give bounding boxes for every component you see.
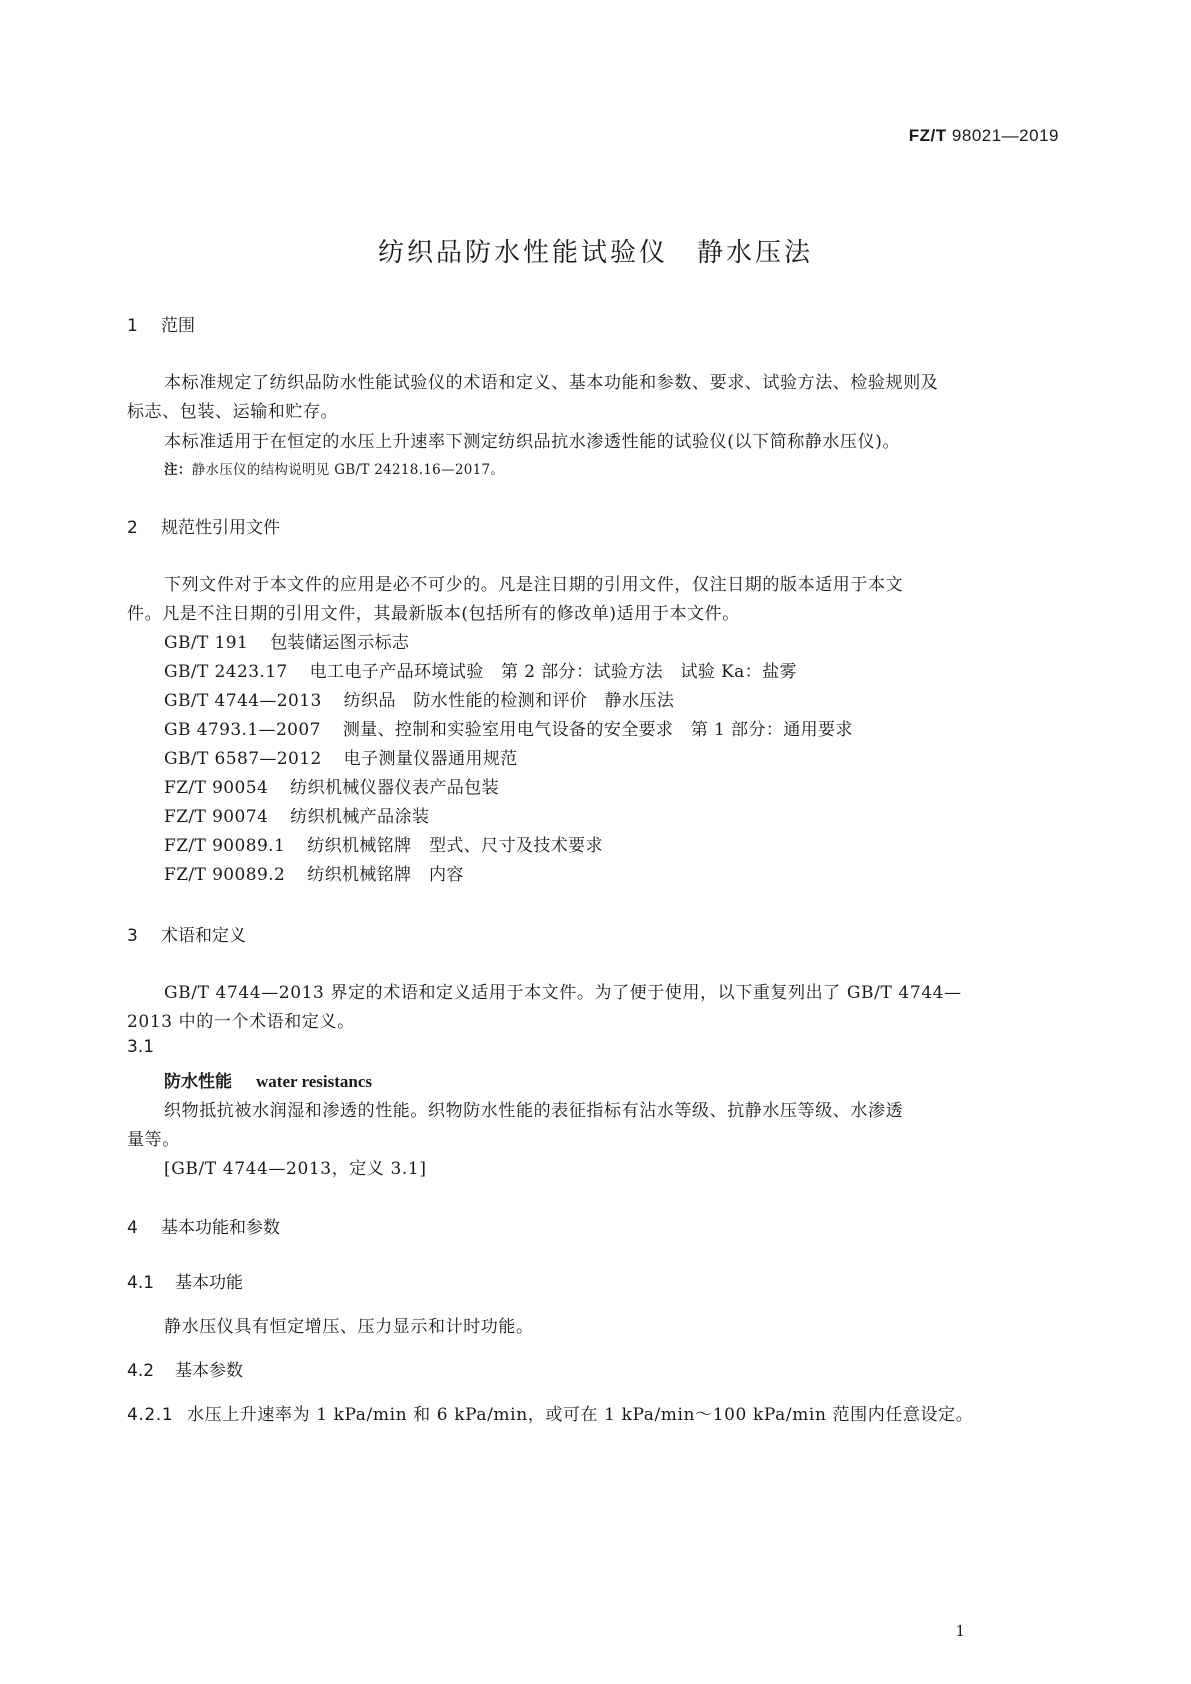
reference-code: GB/T 2423.17	[164, 662, 288, 682]
section-number: 3	[127, 926, 138, 946]
page-number: 1	[955, 1622, 965, 1640]
s3-paragraph-line-1: GB/T 4744—2013 界定的术语和定义适用于本文件。为了便于使用，以下重复列出了 GB/T 4744—	[164, 983, 962, 1003]
reference-item	[164, 715, 853, 740]
reference-title: 纺织品 防水性能的检测和评价 静水压法	[343, 691, 675, 711]
reference-item	[164, 744, 518, 769]
s3-paragraph-line-2: 2013 中的一个术语和定义。	[127, 1012, 355, 1032]
s1-paragraph-2: 本标准适用于在恒定的水压上升速率下测定纺织品抗水渗透性能的试验仪(以下简称静水压仪)。	[164, 432, 901, 452]
reference-title: 电工电子产品环境试验 第 2 部分：试验方法 试验 Ka：盐雾	[309, 662, 797, 682]
term-chinese: 防水性能	[164, 1072, 232, 1092]
section-title: 基本功能和参数	[161, 1218, 280, 1238]
section-title: 范围	[161, 316, 195, 336]
standard-prefix: FZ/T	[908, 126, 947, 145]
reference-title: 纺织机械铭牌 型式、尺寸及技术要求	[307, 836, 603, 856]
s1-paragraph-1-line-2: 标志、包装、运输和贮存。	[127, 402, 339, 422]
reference-code: FZ/T 90054	[164, 778, 269, 798]
subsection-title: 基本功能	[175, 1273, 243, 1293]
term-source: [GB/T 4744—2013，定义 3.1]	[164, 1159, 427, 1179]
section-number: 2	[127, 518, 138, 538]
subsection-title: 基本参数	[175, 1361, 243, 1381]
reference-title: 纺织机械产品涂装	[290, 807, 430, 827]
reference-item	[164, 860, 464, 885]
note-text: 静水压仪的结构说明见 GB/T 24218.16—2017。	[191, 462, 505, 478]
reference-title: 包装储运图示标志	[270, 633, 410, 653]
section-title: 术语和定义	[161, 926, 246, 946]
term-definition-line-1: 织物抵抗被水润湿和渗透的性能。织物防水性能的表征指标有沾水等级、抗静水压等级、水渗透	[164, 1101, 904, 1121]
reference-item	[164, 686, 674, 711]
standard-code: 98021—2019	[951, 126, 1059, 145]
reference-item	[164, 831, 603, 856]
section-number: 4	[127, 1218, 138, 1238]
s1-paragraph-1-line-1: 本标准规定了纺织品防水性能试验仪的术语和定义、基本功能和参数、要求、试验方法、检验规则及	[164, 373, 939, 393]
reference-code: FZ/T 90089.1	[164, 836, 286, 856]
reference-item	[164, 802, 429, 827]
reference-code: GB 4793.1—2007	[164, 720, 321, 740]
note-label: 注：	[164, 462, 192, 478]
section-title: 规范性引用文件	[161, 518, 280, 538]
reference-code: FZ/T 90089.2	[164, 865, 286, 885]
s2-paragraph-line-1: 下列文件对于本文件的应用是必不可少的。凡是注日期的引用文件，仅注日期的版本适用于本文	[164, 575, 904, 595]
reference-item	[164, 628, 409, 653]
subsection-4-1-text: 静水压仪具有恒定增压、压力显示和计时功能。	[164, 1317, 534, 1337]
reference-item	[164, 657, 797, 682]
term-definition-line-2: 量等。	[127, 1130, 180, 1150]
term-entry	[164, 1067, 372, 1092]
reference-title: 测量、控制和实验室用电气设备的安全要求 第 1 部分：通用要求	[342, 720, 853, 740]
section-1-heading	[127, 311, 195, 336]
section-2-heading	[127, 513, 280, 538]
section-number: 1	[127, 316, 138, 336]
section-3-heading	[127, 921, 246, 946]
subsection-3-1-number: 3.1	[127, 1037, 155, 1057]
reference-code: GB/T 191	[164, 633, 249, 653]
section-4-heading	[127, 1213, 280, 1238]
reference-title: 电子测量仪器通用规范	[343, 749, 518, 769]
s1-note	[164, 458, 504, 478]
reference-title: 纺织机械仪器仪表产品包装	[290, 778, 499, 798]
document-title: 纺织品防水性能试验仪 静水压法	[377, 238, 813, 268]
reference-title: 纺织机械铭牌 内容	[307, 865, 464, 885]
reference-code: GB/T 4744—2013	[164, 691, 322, 711]
reference-item	[164, 773, 499, 798]
subsection-number: 4.1	[127, 1273, 155, 1293]
subsection-4-2-heading	[127, 1356, 243, 1381]
reference-code: FZ/T 90074	[164, 807, 269, 827]
subsection-number: 4.2	[127, 1361, 155, 1381]
s2-paragraph-line-2: 件。凡是不注日期的引用文件，其最新版本(包括所有的修改单)适用于本文件。	[127, 604, 740, 624]
clause-number: 4.2.1	[127, 1405, 174, 1425]
subsection-4-1-heading	[127, 1268, 243, 1293]
term-english: water resistancs	[256, 1072, 372, 1091]
clause-text: 水压上升速率为 1 kPa/min 和 6 kPa/min，或可在 1 kPa/min～100 kPa/min 范围内任意设定。	[187, 1405, 974, 1425]
standard-number	[909, 126, 1059, 146]
reference-code: GB/T 6587—2012	[164, 749, 322, 769]
clause-4-2-1	[127, 1400, 973, 1425]
